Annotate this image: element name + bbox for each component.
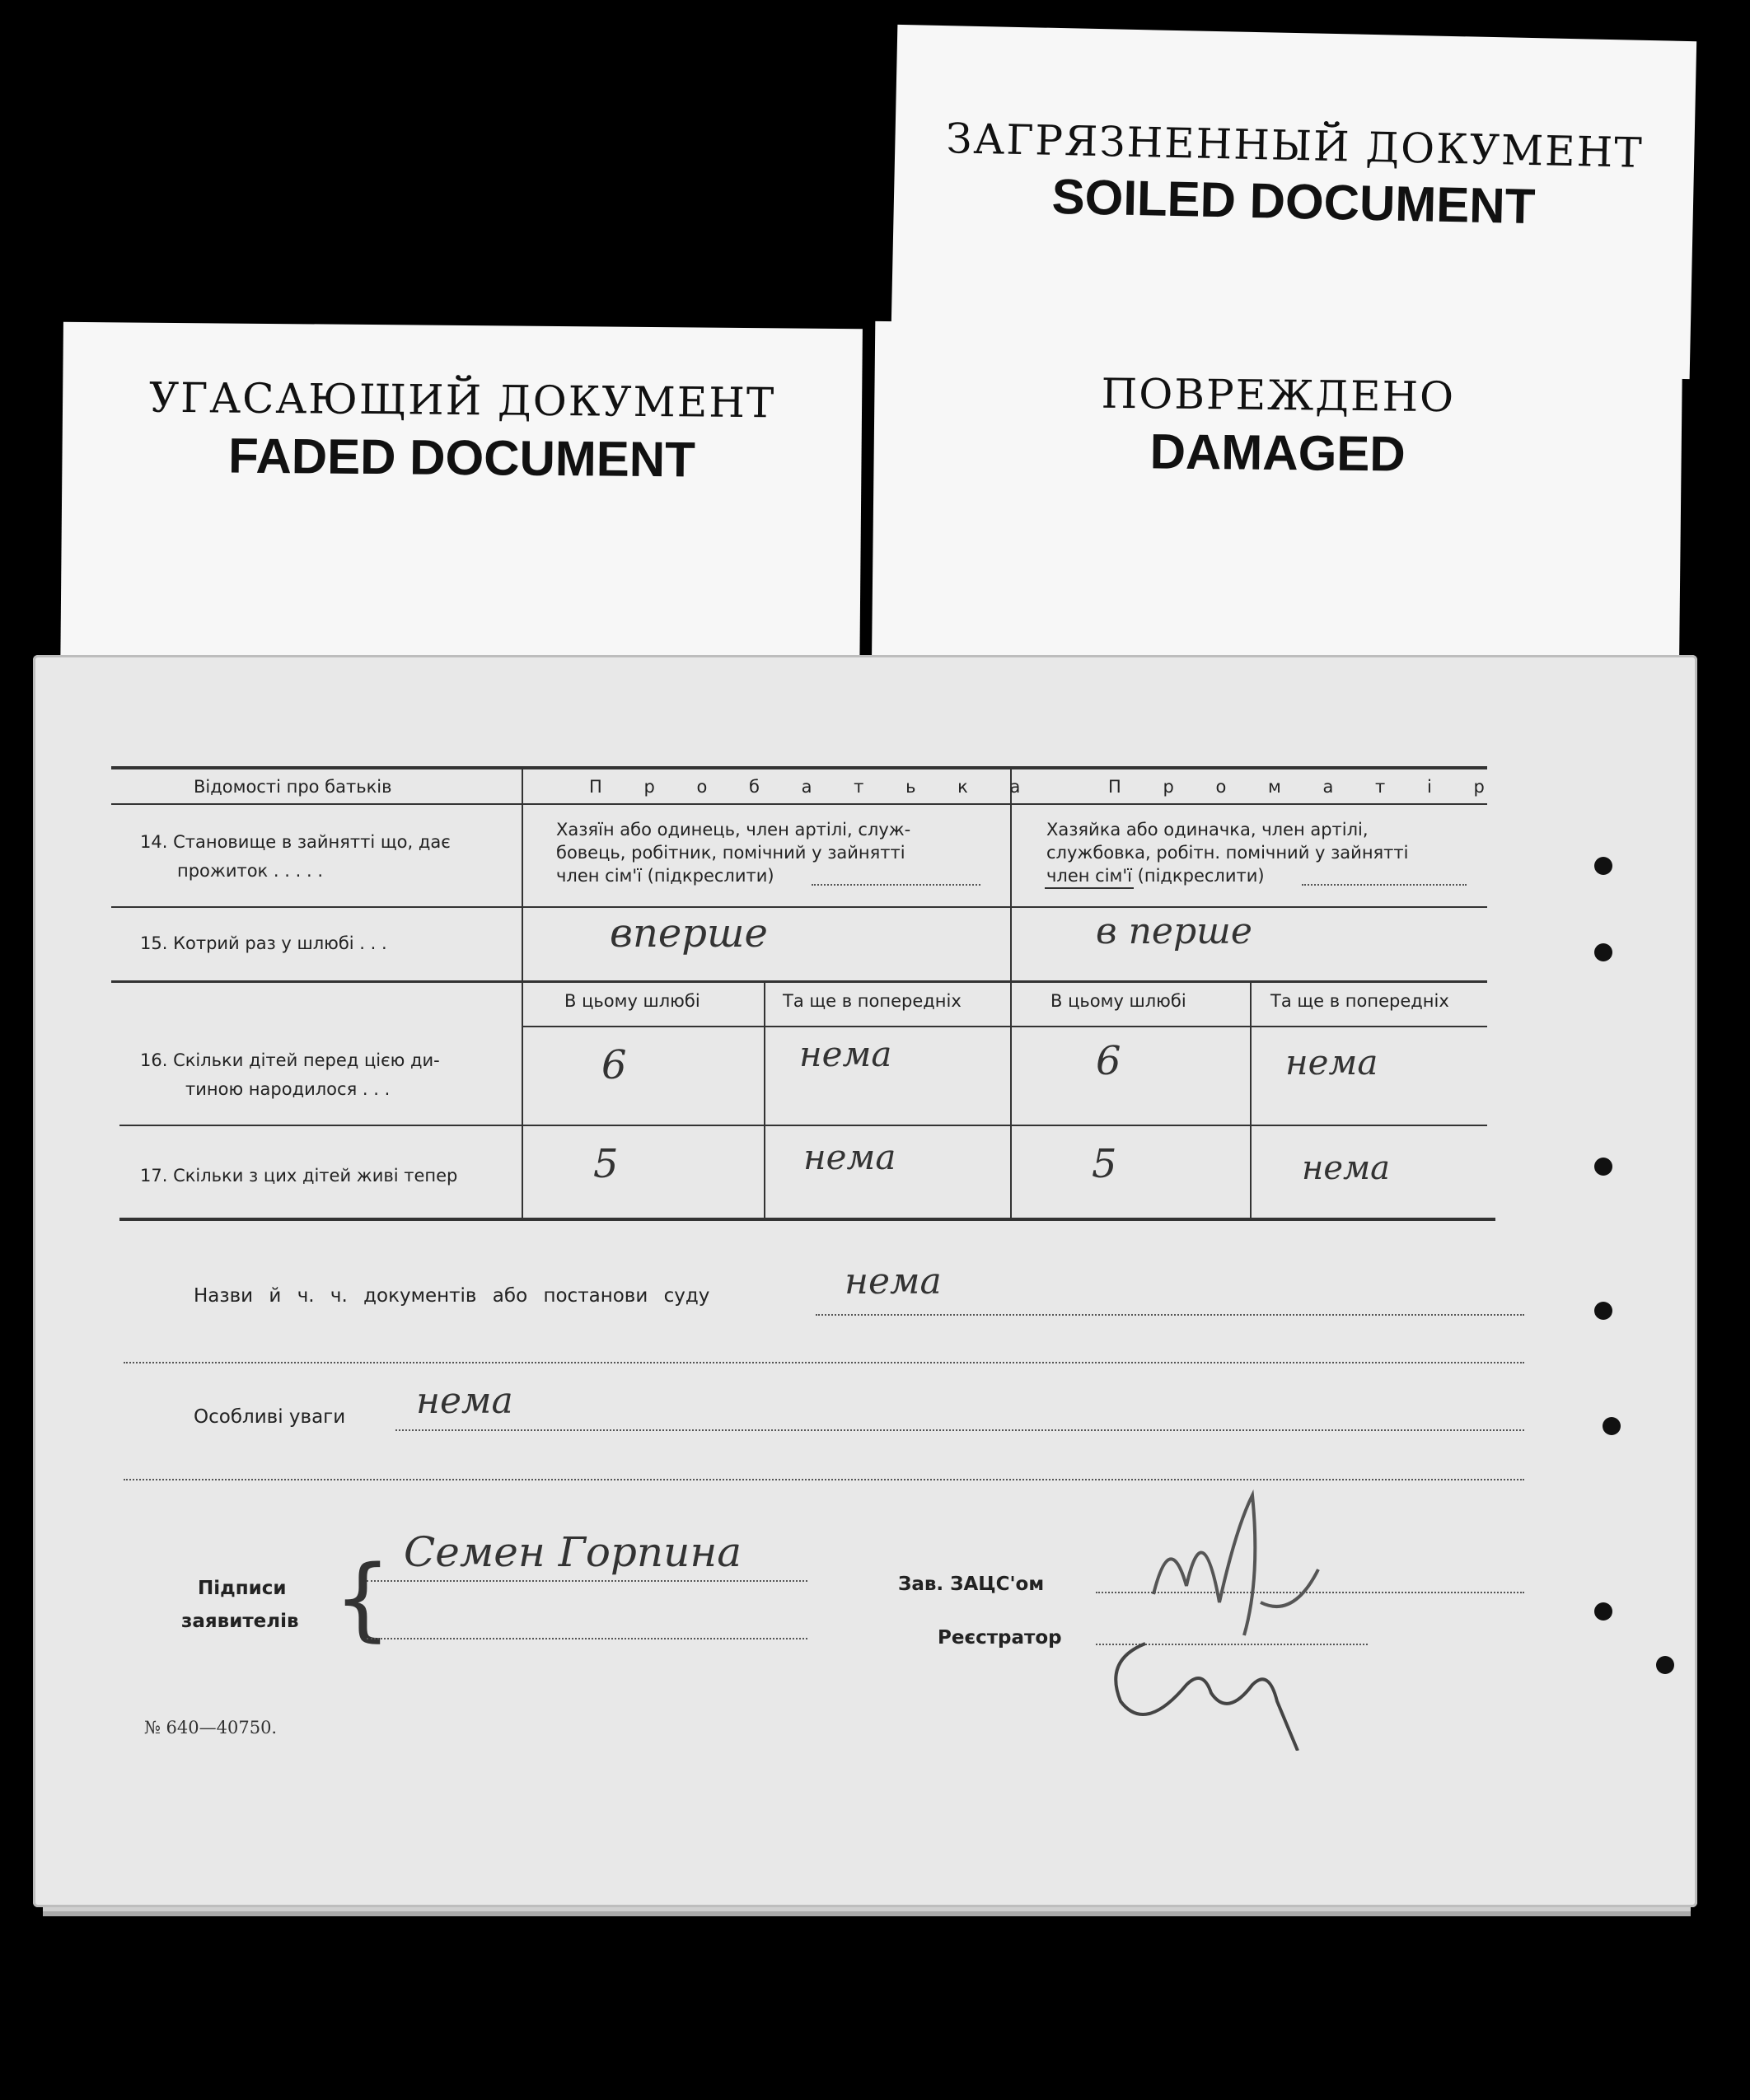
row15-father-value: вперше (610, 910, 768, 956)
notes-value: нема (416, 1380, 513, 1422)
official-signature-scribble (1096, 1479, 1392, 1751)
subheader-father-previous: Та ще в попередніх (783, 991, 962, 1011)
faded-ru-label: УГАСАЮЩИЙ ДОКУМЕНТ (148, 373, 776, 428)
faded-document-card (60, 322, 863, 691)
signatures-label-line2: заявителів (181, 1611, 299, 1632)
row16-label-line1: 16. Скільки дітей перед цією ди- (140, 1050, 440, 1070)
row16-label-line2: тиною народилося . . . (185, 1079, 391, 1099)
documents-label: Назви й ч. ч. документів або постанови суду (194, 1285, 710, 1307)
row16-father-current: 6 (601, 1042, 627, 1088)
row17-mother-current: 5 (1092, 1141, 1117, 1187)
row14-father-line2: бовець, робітник, помічний у зайнятті (556, 843, 905, 863)
row17-mother-previous: нема (1302, 1149, 1391, 1187)
damaged-document-card (872, 321, 1683, 692)
row14-mother-line1: Хазяйка або одиначка, член артілі, (1046, 820, 1369, 840)
signatures-brace: { (334, 1546, 391, 1651)
head-of-registry-label: Зав. ЗАЦС'ом (898, 1574, 1045, 1595)
header-parents-info: Відомості про батьків (194, 777, 392, 797)
row14-mother-line2: службовка, робітн. помічний у зайнятті (1046, 843, 1409, 863)
row16-mother-previous: нема (1285, 1042, 1378, 1083)
row15-label: 15. Котрий раз у шлюбі . . . (140, 933, 387, 953)
row17-label: 17. Скільки з цих дітей живі тепер (140, 1166, 458, 1186)
row16-father-previous: нема (799, 1034, 892, 1074)
row17-father-current: 5 (593, 1141, 619, 1187)
row14-mother-line3: член сім'ї (підкреслити) (1046, 866, 1265, 886)
row14-father-line3: член сім'ї (підкреслити) (556, 866, 774, 886)
row15-mother-value: в перше (1096, 910, 1252, 952)
subheader-father-current: В цьому шлюбі (564, 991, 700, 1011)
row14-label-line1: 14. Становище в зайнятті що, дає (140, 832, 451, 852)
notes-label: Особливі уваги (194, 1406, 346, 1428)
row16-mother-current: 6 (1096, 1038, 1121, 1084)
soiled-en-label: SOILED DOCUMENT (1051, 168, 1536, 235)
form-number: № 640—40750. (144, 1718, 278, 1738)
soiled-ru-label: ЗАГРЯЗНЕННЫЙ ДОКУМЕНТ (945, 115, 1645, 177)
faded-en-label: FADED DOCUMENT (227, 428, 696, 488)
subheader-mother-previous: Та ще в попередніх (1270, 991, 1449, 1011)
row17-father-previous: нема (803, 1137, 896, 1177)
header-father: П р о б а т ь к а (589, 777, 1039, 797)
applicant-signature: Семен Горпина (404, 1528, 742, 1576)
signatures-label-line1: Підписи (198, 1578, 287, 1599)
row14-label-line2: прожиток . . . . . (177, 861, 323, 881)
registrar-label: Реєстратор (938, 1627, 1062, 1649)
documents-value: нема (845, 1260, 942, 1303)
damaged-ru-label: ПОВРЕЖДЕНО (1101, 369, 1456, 422)
subheader-mother-current: В цьому шлюбі (1050, 991, 1186, 1011)
record-sheet (33, 655, 1697, 1907)
damaged-en-label: DAMAGED (1149, 423, 1406, 482)
row14-father-line1: Хазяїн або одинець, член артілі, служ- (556, 820, 911, 840)
header-mother: П р о м а т і р (1108, 777, 1503, 797)
